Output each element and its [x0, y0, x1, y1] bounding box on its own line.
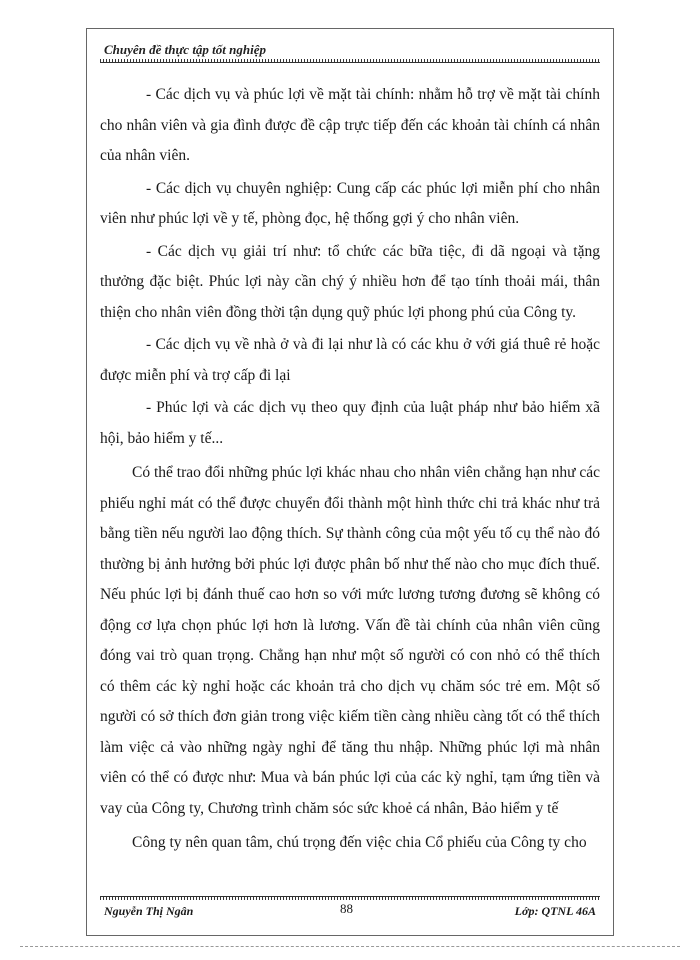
header-rule [100, 59, 600, 63]
paragraph: Công ty nên quan tâm, chú trọng đến việc chia Cổ phiếu của Công ty cho [132, 834, 587, 851]
page-footer [100, 896, 600, 922]
page-edge-line [20, 946, 680, 947]
page-number: 88 [340, 901, 353, 916]
header-title: Chuyên đề thực tập tốt nghiệp [104, 42, 266, 57]
list-item: - Các dịch vụ về nhà ở và đi lại như là có các khu ở với giá thuê rẻ hoặc được miễn phí và trợ cấp đi lại [100, 336, 600, 384]
list-item: - Các dịch vụ giải trí như: tổ chức các bữa tiệc, đi dã ngoại và tặng thưởng đặc biệt. Phúc lợi này cần chý ý nhiều hơn để tạo tính thoải mái, thân thiện cho nhân viên đồng thời tận dụng quỹ phúc lợi phong phú của Công ty. [100, 242, 600, 321]
paragraph: Có thể trao đổi những phúc lợi khác nhau cho nhân viên chẳng hạn như các phiếu nghỉ mát có thể được chuyển đổi thành một hình thức chi trả khác như trả bằng tiền nếu người lao động thích. Sự thành công của một yếu tố cụ thể nào đó thường bị ảnh hưởng bởi phúc lợi được phân bố như thế nào cho mục đích thuế. Nếu phúc lợi bị đánh thuế cao hơn so với mức lương tương đương sẽ không có động cơ lựa chọn phúc lợi hơn là lương. Vấn đề tài chính của nhân viên cũng đóng vai trò quan trọng. Chẳng hạn như một số người có con nhỏ có thể thích có thêm các kỳ nghỉ hoặc các khoản trả cho dịch vụ chăm sóc trẻ em. Một số người có sở thích đơn giản trong việc kiếm tiền càng nhiều càng tốt có thể thích làm việc cả vào những ngày nghỉ để tăng thu nhập. Những phúc lợi mà nhân viên có thể có được như: Mua và bán phúc lợi của các kỳ nghỉ, tạm ứng tiền và vay của Công ty, Chương trình chăm sóc sức khoẻ cá nhân, Bảo hiểm y tế [100, 464, 600, 817]
list-item: - Phúc lợi và các dịch vụ theo quy định của luật pháp như bảo hiểm xã hội, bảo hiểm y tế... [100, 399, 600, 447]
footer-class: Lớp: QTNL 46A [514, 904, 596, 918]
footer-author: Nguyễn Thị Ngân [104, 904, 194, 918]
list-item: - Các dịch vụ và phúc lợi về mặt tài chính: nhằm hỗ trợ về mặt tài chính cho nhân viên và gia đình được đề cập trực tiếp đến các khoản tài chính cá nhân của nhân viên. [100, 86, 600, 164]
list-item: - Các dịch vụ chuyên nghiệp: Cung cấp các phúc lợi miễn phí cho nhân viên như phúc lợi về y tế, phòng đọc, hệ thống gợi ý cho nhân viên. [100, 179, 600, 227]
document-body [100, 78, 600, 859]
page-header [100, 42, 600, 64]
footer-rule [100, 896, 600, 900]
